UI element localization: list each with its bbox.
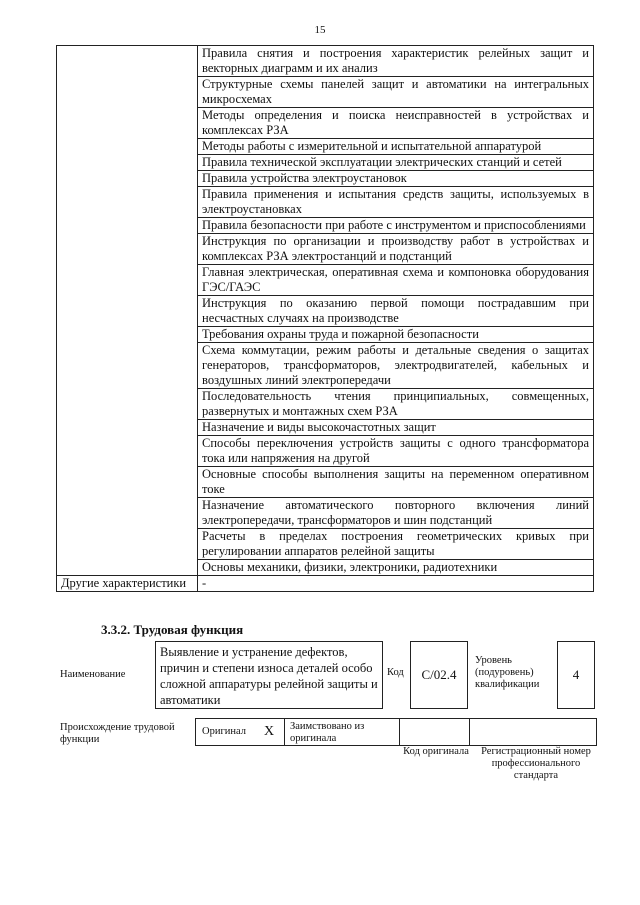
function-name-box: Выявление и устранение дефектов, причин и степени износа деталей особо сложной аппаратуры релейной защиты и автоматики (155, 641, 383, 709)
other-characteristics-label: Другие характеристики (57, 576, 198, 592)
knowledge-item: Главная электрическая, оперативная схема и компоновка оборудования ГЭС/ГАЭС (198, 265, 594, 296)
original-label: Оригинал (202, 726, 246, 737)
name-label: Наименование (60, 669, 126, 680)
knowledge-item: Основные способы выполнения защиты на переменном оперативном токе (198, 467, 594, 498)
origin-divider-1 (284, 719, 285, 745)
knowledge-item: Расчеты в пределах построения геометрических кривых при регулировании аппаратов релейной защиты (198, 529, 594, 560)
knowledge-item: Требования охраны труда и пожарной безопасности (198, 327, 594, 343)
knowledge-item: Правила безопасности при работе с инструментом и приспособлениями (198, 218, 594, 234)
qualification-level-box: 4 (557, 641, 595, 709)
registration-number-caption: Регистрационный номер профессионального стандарта (481, 746, 591, 781)
code-label: Код (387, 667, 404, 678)
knowledge-item: Правила снятия и построения характеристик релейных защит и векторных диаграмм и их анализ (198, 46, 594, 77)
origin-row (195, 718, 597, 746)
other-characteristics-value: - (198, 576, 594, 592)
qualification-level-label: Уровень (подуровень) квалификации (475, 655, 540, 690)
knowledge-item: Схема коммутации, режим работы и детальные сведения о защитах генераторов, трансформаторов, электродвигателей, кабельных и воздушных линий электропередачи (198, 343, 594, 389)
knowledge-item: Способы переключения устройств защиты с одного трансформатора тока или напряжения на другой (198, 436, 594, 467)
knowledge-row (57, 46, 594, 77)
knowledge-item: Методы определения и поиска неисправностей в устройствах и комплексах РЗА (198, 108, 594, 139)
knowledge-table (56, 45, 594, 592)
original-code-caption: Код оригинала (403, 746, 469, 757)
knowledge-item: Инструкция по организации и производству работ в устройствах и комплексах РЗА электростанций и подстанций (198, 234, 594, 265)
original-mark: X (264, 724, 275, 739)
knowledge-table-body (57, 46, 594, 576)
origin-divider-3 (469, 719, 470, 745)
knowledge-item: Правила применения и испытания средств защиты, используемых в электроустановках (198, 187, 594, 218)
knowledge-item: Назначение автоматического повторного включения линий электропередачи, трансформаторов и шин подстанций (198, 498, 594, 529)
knowledge-item: Инструкция по оказанию первой помощи пострадавшим при несчастных случаях на производстве (198, 296, 594, 327)
origin-label: Происхождение трудовой функции (60, 722, 175, 745)
borrowed-label: Заимствовано из оригинала (290, 721, 365, 744)
other-characteristics-row (57, 576, 594, 592)
origin-divider-2 (399, 719, 400, 745)
page-number: 15 (314, 24, 326, 36)
knowledge-item: Назначение и виды высокочастотных защит (198, 420, 594, 436)
knowledge-label-cell (57, 46, 198, 576)
knowledge-item: Последовательность чтения принципиальных, совмещенных, развернутых и монтажных схем РЗА (198, 389, 594, 420)
knowledge-item: Основы механики, физики, электроники, радиотехники (198, 560, 594, 576)
knowledge-item: Структурные схемы панелей защит и автоматики на интегральных микросхемах (198, 77, 594, 108)
code-value-box: C/02.4 (410, 641, 468, 709)
knowledge-item: Правила технической эксплуатации электрических станций и сетей (198, 155, 594, 171)
knowledge-item: Методы работы с измерительной и испытательной аппаратурой (198, 139, 594, 155)
section-heading: 3.3.2. Трудовая функция (101, 622, 244, 637)
knowledge-item: Правила устройства электроустановок (198, 171, 594, 187)
